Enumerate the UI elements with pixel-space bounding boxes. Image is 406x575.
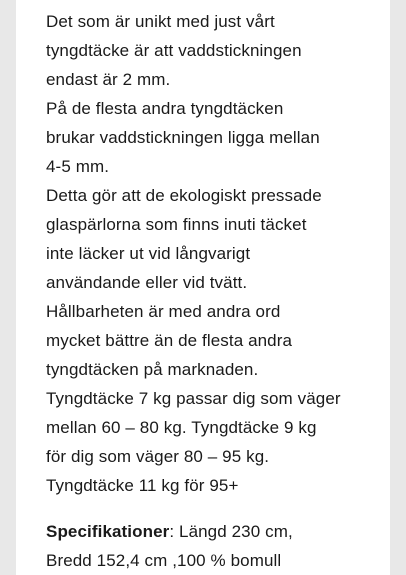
description-line: användande eller vid tvätt. [46,273,248,292]
specifications-width: Bredd 152,4 cm ,100 % bomull [46,551,282,570]
description-line: mycket bättre än de flesta andra [46,331,293,350]
description-line: brukar vaddstickningen ligga mellan [46,128,320,147]
specifications-line [46,517,376,546]
specifications-label: Specifikationer [46,522,170,541]
description-line: Tyngdtäcke 7 kg passar dig som väger [46,389,341,408]
description-line: glaspärlorna som finns inuti täcket [46,215,307,234]
specifications-length: : Längd 230 cm, [169,522,293,541]
description-line: mellan 60 – 80 kg. Tyngdtäcke 9 kg [46,418,317,437]
description-line: Tyngdtäcke 11 kg för 95+ [46,476,239,495]
description-line: endast är 2 mm. [46,70,171,89]
description-line: Detta gör att de ekologiskt pressade [46,186,322,205]
description-line: Det som är unikt med just vårt [46,12,275,31]
product-description [46,7,376,575]
description-line: för dig som väger 80 – 95 kg. [46,447,270,466]
description-line: inte läcker ut vid långvarigt [46,244,251,263]
description-line: tyngdtäcken på marknaden. [46,360,259,379]
paragraph-gap [46,500,376,517]
description-line: 4-5 mm. [46,157,110,176]
description-line: tyngdtäcke är att vaddstickningen [46,41,302,60]
description-line: På de flesta andra tyngdtäcken [46,99,284,118]
description-line: Hållbarheten är med andra ord [46,302,281,321]
